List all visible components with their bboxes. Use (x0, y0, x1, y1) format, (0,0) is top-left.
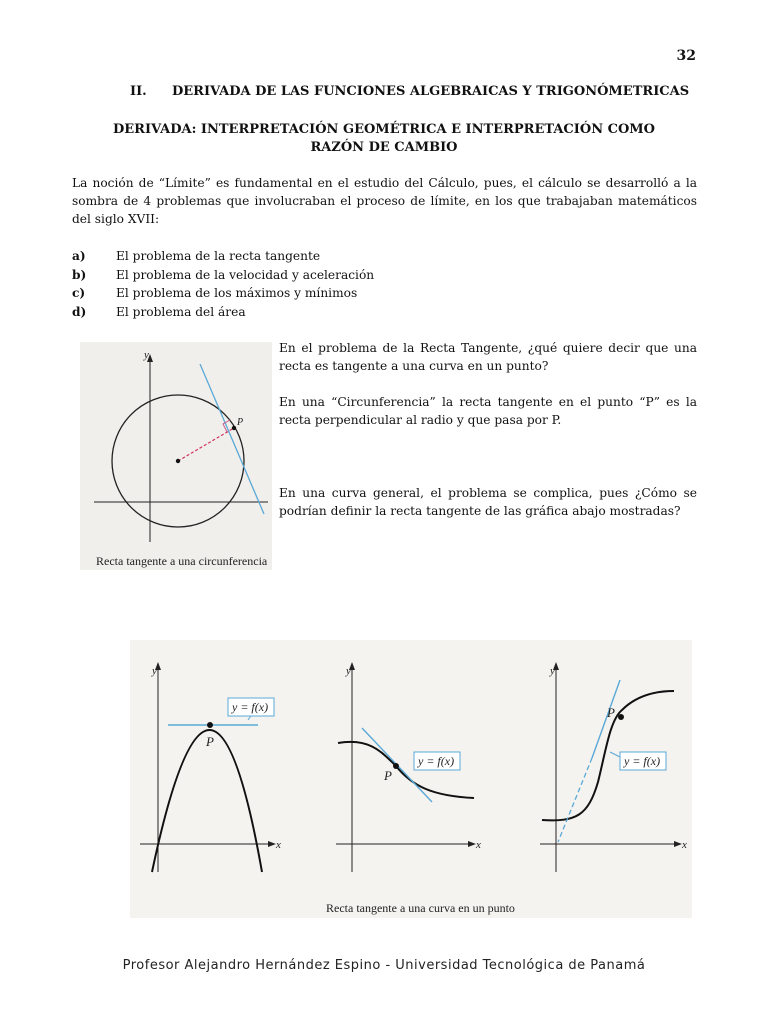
function-label: y = f(x) (232, 700, 269, 714)
x-axis-arrow-icon (468, 841, 476, 847)
list-item (72, 284, 374, 303)
y-axis-label: y (152, 665, 157, 677)
list-item (72, 303, 374, 322)
general-curve-paragraph: En una curva general, el problema se complica, pues ¿Cómo se podrían definir la recta tangente de las gráfica abajo mostradas? (279, 486, 697, 518)
list-text: El problema del área (116, 304, 246, 319)
panel-inflection (336, 662, 481, 872)
list-text: El problema de los máximos y mínimos (116, 286, 358, 300)
section-heading: DERIVADA DE LAS FUNCIONES ALGEBRAICAS Y TRIGONÓMETRICAS (172, 84, 690, 99)
x-axis-label: x (476, 839, 481, 851)
tangent-point (232, 426, 236, 430)
figure-caption: Recta tangente a una curva en un punto (326, 901, 515, 915)
list-marker: d) (72, 304, 87, 319)
point-label: P (384, 768, 392, 783)
section-number: II. (130, 84, 147, 99)
point-label: P (237, 417, 244, 428)
list-text: El problema de la velocidad y aceleración (116, 267, 375, 282)
intro-paragraph: La noción de “Límite” es fundamental en el estudio del Cálculo, pues, el cálculo se desarrolló a la sombra de 4 problemas que involucraban el proceso de límite, en los que trabajaban matemáticos del siglo XVII: (72, 176, 697, 226)
list-item (72, 266, 374, 285)
list-item (72, 247, 374, 266)
tangent-question-paragraph: En el problema de la Recta Tangente, ¿qué quiere decir que una recta es tangente a una curva en un punto? (279, 341, 697, 373)
y-axis-label: y (144, 349, 149, 361)
tangent-line (200, 364, 264, 514)
x-axis-label: x (682, 839, 687, 851)
circle-tangent-diagram (80, 342, 272, 570)
y-axis-label: y (346, 665, 351, 677)
curve-tangent-figure (130, 640, 692, 918)
page-subtitle: DERIVADA: INTERPRETACIÓN GEOMÉTRICA E INTERPRETACIÓN COMO RAZÓN DE CAMBIO (113, 122, 655, 155)
x-axis-arrow-icon (268, 841, 276, 847)
panel-maximum (140, 662, 281, 872)
list-text: El problema de la recta tangente (116, 249, 321, 263)
tangent-point (207, 722, 213, 728)
list-marker: c) (72, 286, 86, 300)
x-axis-arrow-icon (674, 841, 682, 847)
problems-list (72, 247, 374, 321)
circle-paragraph: En una “Circunferencia” la recta tangente en el punto “P” es la recta perpendicular al radio y que pasa por P. (279, 395, 697, 427)
parabola-curve (152, 730, 262, 872)
tangent-line-dashed (558, 758, 592, 842)
point-label: P (607, 705, 615, 720)
panel-s-curve (540, 662, 687, 872)
tangent-point (393, 763, 399, 769)
function-label: y = f(x) (624, 754, 661, 768)
page-footer: Profesor Alejandro Hernández Espino - Universidad Tecnológica de Panamá (122, 958, 646, 973)
tangent-point (618, 714, 624, 720)
circle-tangent-figure (80, 342, 272, 570)
curve-tangent-diagram (130, 640, 692, 918)
y-axis-label: y (550, 665, 555, 677)
point-label: P (206, 734, 214, 749)
radius-line (178, 428, 234, 461)
function-label: y = f(x) (418, 754, 455, 768)
center-point (176, 459, 180, 463)
list-marker: b) (72, 267, 87, 282)
page-number: 32 (676, 48, 696, 64)
list-marker: a) (72, 249, 86, 263)
x-axis-label: x (276, 839, 281, 851)
figure-caption: Recta tangente a una circunferencia (96, 554, 268, 568)
